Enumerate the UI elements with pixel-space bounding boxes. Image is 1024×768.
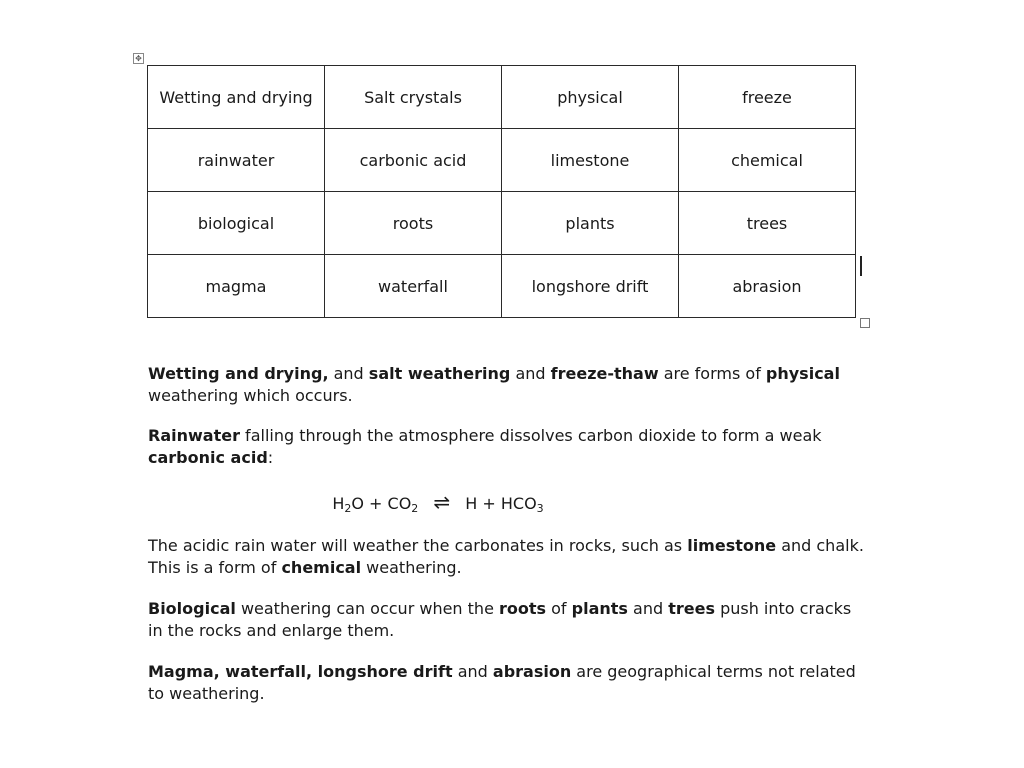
bold-term: salt weathering [368,364,511,383]
bold-term: freeze-thaw [550,364,659,383]
text-run: and [452,662,493,681]
table-cell[interactable]: plants [502,192,679,255]
paragraph-physical [148,363,868,407]
eq-h2o: $H_2O$ [332,494,364,515]
text-run: and [627,599,669,618]
eq-hco3: $HCO_3$ [500,494,544,515]
text-run: falling through the atmosphere dissolves carbon dioxide to form a weak [239,426,822,445]
eq-plus: + [369,494,383,513]
table-cell[interactable]: chemical [679,129,856,192]
text-run: are geographical terms not related to weathering. [148,662,856,703]
table-resize-handle[interactable] [860,318,870,328]
table-cell[interactable]: abrasion [679,255,856,318]
text-run: push into cracks in the rocks and enlarge them. [148,599,852,640]
chemical-equation [148,489,728,521]
text-run: and [328,364,369,383]
bold-term: physical [765,364,840,383]
bold-term: Wetting and drying, [148,364,329,383]
text-run: weathering can occur when the [235,599,499,618]
text-run: are forms of [658,364,766,383]
bold-term: Rainwater [148,426,240,445]
eq-h: H [465,494,478,513]
bold-term: roots [499,599,547,618]
bold-term: Biological [148,599,236,618]
text-run: and chalk. This is a form of [148,536,864,577]
table-cell[interactable]: rainwater [148,129,325,192]
bold-term: plants [571,599,628,618]
bold-term: Magma, waterfall, longshore drift [148,662,453,681]
bold-term: carbonic acid [148,448,268,467]
text-run: weathering which occurs. [148,386,353,405]
table-cell[interactable]: biological [148,192,325,255]
table-cell[interactable]: magma [148,255,325,318]
paragraph-rainwater [148,425,868,469]
table-cell[interactable]: carbonic acid [325,129,502,192]
table-row [148,66,856,129]
paragraph-not-weathering [148,661,868,705]
eq-plus: + [482,494,496,513]
table-row [148,255,856,318]
table-cell[interactable]: limestone [502,129,679,192]
bold-term: trees [668,599,715,618]
table-cell[interactable]: freeze [679,66,856,129]
paragraph-chemical [148,535,868,579]
table-cell[interactable]: roots [325,192,502,255]
table-cell[interactable]: physical [502,66,679,129]
table-cell[interactable]: waterfall [325,255,502,318]
bold-term: abrasion [492,662,572,681]
eq-co2: $CO_2$ [387,494,419,515]
equilibrium-arrow-icon: ⇌ [433,489,451,514]
text-run: : [267,448,274,467]
text-run: The acidic rain water will weather the carbonates in rocks, such as [148,536,688,555]
bold-term: limestone [687,536,777,555]
table-row [148,129,856,192]
table-cell[interactable]: Wetting and drying [148,66,325,129]
table-row [148,192,856,255]
text-run: and [510,364,551,383]
word-table [147,65,856,318]
text-run: weathering. [361,558,462,577]
text-cursor [860,256,862,276]
text-run: of [546,599,572,618]
table-cell[interactable]: Salt crystals [325,66,502,129]
table-cell[interactable]: trees [679,192,856,255]
table-cell[interactable]: longshore drift [502,255,679,318]
paragraph-biological [148,598,868,642]
bold-term: chemical [281,558,362,577]
table-move-handle[interactable]: ✥ [133,53,144,64]
